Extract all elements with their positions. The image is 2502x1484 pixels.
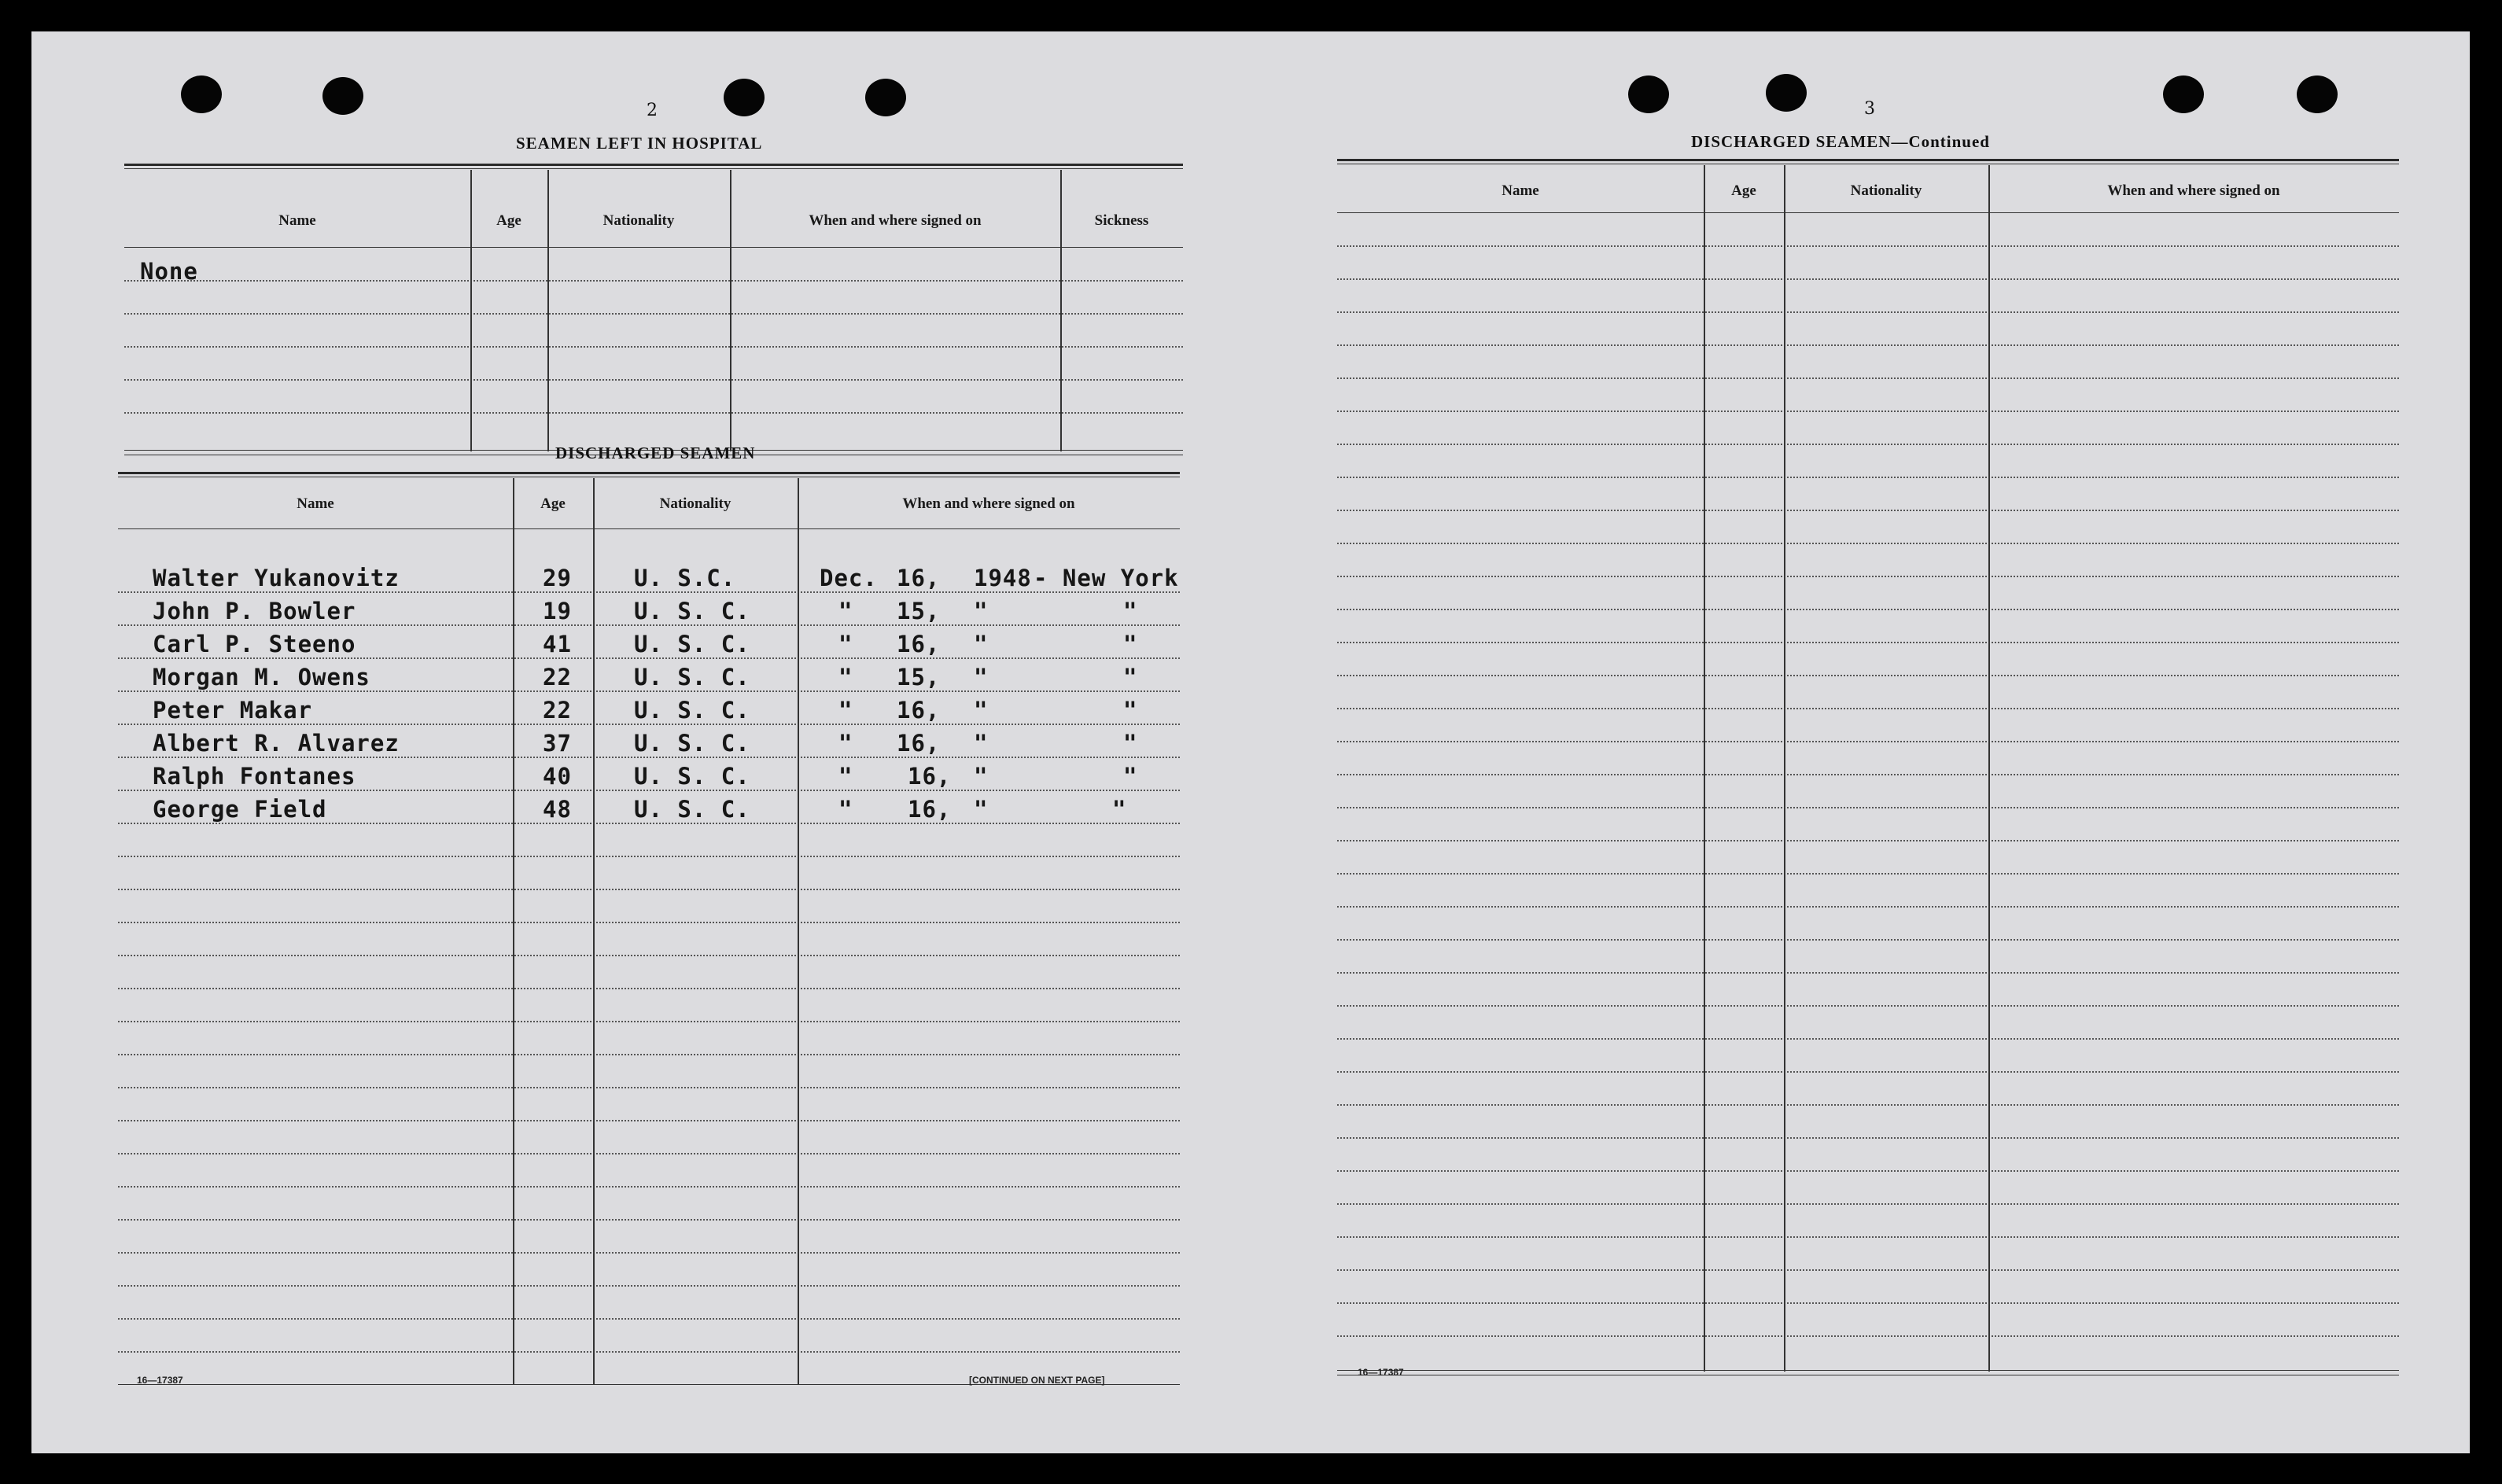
row-rule bbox=[1337, 1104, 2399, 1106]
column-header-nationality: Nationality bbox=[659, 495, 731, 512]
row-rule bbox=[124, 379, 1183, 381]
signed-on-month: " bbox=[838, 763, 853, 790]
seaman-name: Carl P. Steeno bbox=[153, 631, 356, 657]
signed-on-month: " bbox=[838, 631, 853, 657]
seaman-name: Peter Makar bbox=[153, 697, 313, 724]
row-rule bbox=[1337, 510, 2399, 511]
signed-on-place: " bbox=[1112, 796, 1127, 823]
column-header-nationality: Nationality bbox=[1850, 182, 1922, 199]
seaman-nationality: U. S. C. bbox=[634, 598, 750, 624]
signed-on-year: 1948 bbox=[974, 565, 1032, 591]
table-top-rule bbox=[124, 164, 1183, 166]
seaman-nationality: U. S.C. bbox=[634, 565, 736, 591]
row-rule bbox=[1337, 939, 2399, 941]
seaman-name: Walter Yukanovitz bbox=[153, 565, 400, 591]
seaman-age: 22 bbox=[543, 697, 572, 724]
row-rule bbox=[1337, 1302, 2399, 1304]
row-rule bbox=[118, 1252, 1180, 1254]
signed-on-month: " bbox=[838, 664, 853, 690]
row-rule bbox=[1337, 576, 2399, 577]
signed-on-day: 15, bbox=[897, 664, 941, 690]
row-rule bbox=[1337, 1170, 2399, 1172]
seaman-name: Morgan M. Owens bbox=[153, 664, 370, 690]
signed-on-place: " bbox=[1123, 730, 1138, 757]
signed-on-year: " bbox=[974, 664, 989, 690]
seaman-nationality: U. S. C. bbox=[634, 730, 750, 757]
signed-on-year: " bbox=[974, 763, 989, 790]
signed-on-place: " bbox=[1123, 631, 1138, 657]
seaman-name: Ralph Fontanes bbox=[153, 763, 356, 790]
signed-on-place: " bbox=[1123, 763, 1138, 790]
row-rule bbox=[118, 1285, 1180, 1287]
signed-on-day: 16, bbox=[897, 697, 941, 724]
seaman-nationality: U. S. C. bbox=[634, 664, 750, 690]
page-number: 2 bbox=[647, 101, 658, 120]
header-rule bbox=[124, 247, 1183, 248]
row-rule bbox=[1337, 642, 2399, 643]
row-rule bbox=[118, 922, 1180, 923]
row-rule bbox=[1337, 873, 2399, 875]
row-rule bbox=[118, 1219, 1180, 1221]
form-number: 16—17387 bbox=[137, 1375, 183, 1386]
table-top-rule bbox=[118, 472, 1180, 474]
row-rule bbox=[1337, 675, 2399, 676]
signed-on-month: " bbox=[838, 796, 853, 823]
row-rule bbox=[1337, 543, 2399, 544]
row-rule bbox=[1337, 972, 2399, 974]
column-header-name: Name bbox=[297, 495, 334, 512]
seaman-name: Albert R. Alvarez bbox=[153, 730, 400, 757]
row-rule bbox=[118, 1021, 1180, 1022]
punch-hole bbox=[724, 79, 765, 116]
row-rule bbox=[1337, 411, 2399, 412]
column-divider bbox=[798, 478, 799, 1384]
column-divider bbox=[1704, 165, 1705, 1372]
section-title-discharged-continued: DISCHARGED SEAMEN—Continued bbox=[1691, 132, 1990, 151]
row-rule bbox=[1337, 1236, 2399, 1238]
row-rule bbox=[1337, 1203, 2399, 1205]
row-rule bbox=[1337, 1137, 2399, 1139]
seaman-age: 19 bbox=[543, 598, 572, 624]
row-rule bbox=[118, 1120, 1180, 1121]
row-rule bbox=[1337, 278, 2399, 280]
signed-on-month: " bbox=[838, 730, 853, 757]
punch-hole bbox=[2163, 75, 2204, 113]
row-rule bbox=[1337, 1335, 2399, 1337]
row-rule bbox=[118, 1318, 1180, 1320]
row-rule bbox=[1337, 1269, 2399, 1271]
discharged-continued-table bbox=[1337, 159, 2399, 1394]
signed-on-place: " bbox=[1123, 598, 1138, 624]
row-rule bbox=[1337, 444, 2399, 445]
row-rule bbox=[1337, 311, 2399, 313]
signed-on-month: " bbox=[838, 598, 853, 624]
column-header-name: Name bbox=[278, 212, 316, 229]
punch-hole bbox=[322, 77, 363, 115]
row-rule bbox=[1337, 1071, 2399, 1073]
row-rule bbox=[118, 1054, 1180, 1055]
column-divider bbox=[1988, 165, 1990, 1372]
seaman-nationality: U. S. C. bbox=[634, 763, 750, 790]
seaman-name: John P. Bowler bbox=[153, 598, 356, 624]
column-header-age: Age bbox=[540, 495, 566, 512]
row-rule bbox=[118, 1186, 1180, 1188]
signed-on-place: " bbox=[1123, 664, 1138, 690]
row-rule bbox=[118, 988, 1180, 989]
seaman-age: 40 bbox=[543, 763, 572, 790]
hospital-entry: None bbox=[140, 258, 198, 285]
table-top-rule bbox=[124, 168, 1183, 169]
page-number: 3 bbox=[1864, 99, 1875, 119]
section-title-discharged: DISCHARGED SEAMEN bbox=[555, 444, 756, 462]
row-rule bbox=[118, 657, 1180, 659]
row-rule bbox=[124, 412, 1183, 414]
row-rule bbox=[118, 624, 1180, 626]
column-header-signed-on: When and where signed on bbox=[809, 212, 982, 229]
row-rule bbox=[118, 790, 1180, 791]
discharged-table bbox=[118, 472, 1180, 1400]
row-rule bbox=[118, 889, 1180, 890]
continued-note: [CONTINUED ON NEXT PAGE] bbox=[969, 1375, 1105, 1386]
column-divider bbox=[1784, 165, 1785, 1372]
column-header-name: Name bbox=[1502, 182, 1539, 199]
row-rule bbox=[118, 591, 1180, 593]
column-divider bbox=[513, 478, 514, 1384]
signed-on-month: " bbox=[838, 697, 853, 724]
row-rule bbox=[1337, 1005, 2399, 1007]
row-rule bbox=[1337, 840, 2399, 841]
seaman-age: 41 bbox=[543, 631, 572, 657]
column-divider bbox=[593, 478, 595, 1384]
column-header-age: Age bbox=[1731, 182, 1756, 199]
punch-hole bbox=[1766, 74, 1807, 112]
column-header-age: Age bbox=[496, 212, 521, 229]
row-rule bbox=[1337, 807, 2399, 808]
seaman-age: 29 bbox=[543, 565, 572, 591]
signed-on-day: 16, bbox=[897, 565, 941, 591]
seaman-nationality: U. S. C. bbox=[634, 796, 750, 823]
row-rule bbox=[1337, 609, 2399, 610]
row-rule bbox=[118, 823, 1180, 824]
row-rule bbox=[118, 757, 1180, 758]
row-rule bbox=[118, 1087, 1180, 1088]
header-rule bbox=[1337, 212, 2399, 213]
row-rule bbox=[1337, 774, 2399, 775]
column-header-nationality: Nationality bbox=[602, 212, 675, 229]
row-rule bbox=[124, 346, 1183, 348]
form-number: 16—17387 bbox=[1358, 1367, 1404, 1378]
section-title-hospital: SEAMEN LEFT IN HOSPITAL bbox=[516, 134, 763, 153]
seaman-age: 22 bbox=[543, 664, 572, 690]
table-top-rule bbox=[1337, 159, 2399, 161]
seaman-name: George Field bbox=[153, 796, 327, 823]
signed-on-year: " bbox=[974, 697, 989, 724]
seaman-age: 48 bbox=[543, 796, 572, 823]
row-rule bbox=[1337, 344, 2399, 346]
signed-on-day: 16, bbox=[897, 631, 941, 657]
row-rule bbox=[118, 856, 1180, 857]
row-rule bbox=[118, 690, 1180, 692]
scanned-document bbox=[31, 31, 2470, 1453]
row-rule bbox=[1337, 477, 2399, 478]
signed-on-place: - New York bbox=[1034, 565, 1179, 591]
row-rule bbox=[118, 724, 1180, 725]
row-rule bbox=[1337, 741, 2399, 742]
row-rule bbox=[1337, 708, 2399, 709]
row-rule bbox=[124, 280, 1183, 282]
header-rule bbox=[118, 528, 1180, 529]
row-rule bbox=[1337, 245, 2399, 247]
signed-on-day: 16, bbox=[908, 763, 952, 790]
signed-on-day: 16, bbox=[908, 796, 952, 823]
punch-hole bbox=[181, 75, 222, 113]
signed-on-year: " bbox=[974, 796, 989, 823]
column-header-signed-on: When and where signed on bbox=[2107, 182, 2280, 199]
column-header-signed-on: When and where signed on bbox=[902, 495, 1075, 512]
row-rule bbox=[1337, 1038, 2399, 1040]
signed-on-month: Dec. bbox=[820, 565, 878, 591]
signed-on-place: " bbox=[1123, 697, 1138, 724]
row-rule bbox=[118, 1351, 1180, 1353]
seaman-age: 37 bbox=[543, 730, 572, 757]
seaman-nationality: U. S. C. bbox=[634, 631, 750, 657]
signed-on-day: 15, bbox=[897, 598, 941, 624]
hospital-table bbox=[124, 164, 1183, 456]
punch-hole bbox=[1628, 75, 1669, 113]
seaman-nationality: U. S. C. bbox=[634, 697, 750, 724]
column-header-sickness: Sickness bbox=[1094, 212, 1149, 229]
signed-on-year: " bbox=[974, 730, 989, 757]
row-rule bbox=[1337, 377, 2399, 379]
row-rule bbox=[1337, 906, 2399, 908]
punch-hole bbox=[865, 79, 906, 116]
row-rule bbox=[124, 313, 1183, 315]
signed-on-year: " bbox=[974, 631, 989, 657]
punch-hole bbox=[2297, 75, 2338, 113]
row-rule bbox=[118, 955, 1180, 956]
signed-on-year: " bbox=[974, 598, 989, 624]
row-rule bbox=[118, 1153, 1180, 1154]
signed-on-day: 16, bbox=[897, 730, 941, 757]
table-bottom-rule bbox=[1337, 1370, 2399, 1371]
